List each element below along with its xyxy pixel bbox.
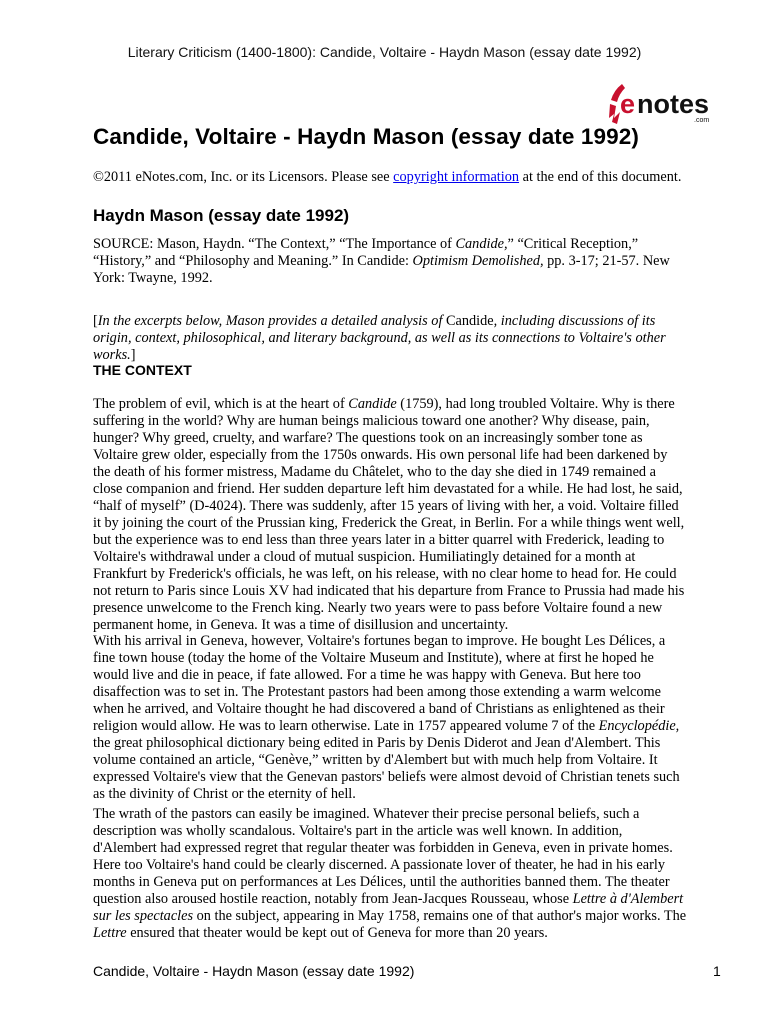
running-header: Literary Criticism (1400-1800): Candide, Voltaire - Haydn Mason (essay date 1992): [127, 44, 642, 60]
logo-e: e: [620, 89, 636, 119]
editor-introduction: [93, 313, 688, 364]
paragraph-text: The problem of evil, which is at the heart of: [93, 396, 349, 412]
paragraph-text: the great philosophical dictionary being edited in Paris by Denis Diderot and Jean d'Alembert. This volume contained an article, “Genève,” written by d'Alembert but with much help from Voltaire. It expressed Voltaire's view that the Genevan pastors' beliefs were almost devoid of Christian tenets such as the divinity of Christ or the eternity of hell.: [93, 735, 680, 802]
running-footer: Candide, Voltaire - Haydn Mason (essay date 1992): [93, 963, 415, 979]
paragraph-italic: Lettre à d'Alembert sur les spectacles: [93, 891, 684, 924]
body-paragraph-2: [93, 633, 688, 803]
copyright-information-link[interactable]: copyright information: [393, 169, 520, 185]
intro-italic: , including discussions of its origin, context, philosophical, and literary background, as well as its connections to Voltaire's other works.: [93, 313, 666, 363]
paragraph-text: on the subject, appearing in May 1758, remains one of that author's major works. The: [193, 908, 687, 924]
section-heading: THE CONTEXT: [93, 362, 192, 378]
copyright-notice: [93, 169, 681, 186]
intro-candide: Candide: [446, 313, 494, 329]
intro-italic: In the excerpts below, Mason provides a detailed analysis of: [97, 313, 446, 329]
paragraph-italic: Candide: [348, 396, 397, 412]
page-number: 1: [713, 963, 721, 979]
source-text: ” “Critical Reception,” “History,” and “Philosophy and Meaning.” In Candide:: [93, 236, 639, 269]
logo-notes: notes: [637, 89, 710, 119]
source-text: SOURCE: Mason, Haydn. “The Context,” “The Importance of: [93, 236, 456, 252]
source-italic-candide: Candide,: [455, 236, 508, 252]
paragraph-text: With his arrival in Geneva, however, Voltaire's fortunes began to improve. He bought Les Délices, a fine town house (today the home of the Voltaire Museum and Institute), where at first he hoped he would live and die in peace, if fate allowed. For a time he was happy with Geneva. But here too disaffection was to set in. The Protestant pastors had been among those extending a warm welcome when he arrived, and Voltaire thought he had discovered a band of Christians as enlightened as their religion would allow. He was to learn otherwise. Late in 1757 appeared volume 7 of the: [93, 633, 666, 734]
copyright-text-after: at the end of this document.: [519, 169, 682, 185]
logo-dotcom: .com: [694, 117, 710, 124]
enotes-logo[interactable]: [608, 82, 724, 128]
body-paragraph-3: [93, 806, 688, 942]
bracket-open: [: [93, 313, 98, 329]
source-text: pp. 3-17; 21-57. New York: Twayne, 1992.: [93, 253, 670, 286]
copyright-text-before: ©2011 eNotes.com, Inc. or its Licensors. Please see: [93, 169, 394, 185]
bracket-close: ]: [130, 347, 136, 363]
page-title: Candide, Voltaire - Haydn Mason (essay date 1992): [93, 124, 639, 149]
paragraph-text: ensured that theater would be kept out of Geneva for more than 20 years.: [126, 925, 548, 941]
paragraph-text: The wrath of the pastors can easily be imagined. Whatever their precise personal beliefs, such a description was wholly scandalous. Voltaire's part in the article was well known. In addition, d'Alembert had expressed regret that regular theater was forbidden in Geneva, even in private homes. Here too Voltaire's hand could be clearly discerned. A passionate lover of theater, he had in his early months in Geneva put on performances at Les Délices, until the authorities banned them. The theater question also aroused hostile reaction, notably from Jean-Jacques Rousseau, whose: [93, 806, 673, 907]
source-citation: [93, 236, 688, 287]
essay-subtitle: Haydn Mason (essay date 1992): [93, 206, 350, 225]
paragraph-italic: Encyclopédie,: [598, 718, 680, 734]
paragraph-text: (1759), had long troubled Voltaire. Why is there suffering in the world? Why are human beings malicious toward one another? Why disease, pain, hunger? Why greed, cruelty, and warfare? The questions took on an increasingly somber tone as Voltaire grew older, especially from the 1750s onwards. His own personal life had been darkened by the death of his former mistress, Madame du Châtelet, who to the day she died in 1749 remained a close companion and friend. Her sudden departure left him devastated for a while. He had lost, he said, “half of myself” (D-4024). There was suddenly, after 15 years of living with her, a void. Voltaire filled it by joining the court of the Prussian king, Frederick the Great, in Berlin. For a while things went well, but the experience was to end less than three years later in a bitter quarrel with Frederick, leading to Voltaire's withdrawal under a cloud of mutual suspicion. Humiliatingly detained for a month at Frankfurt by Frederick's officials, he was left, on his release, with no clear home to head for. He could not return to Paris since Louis XV had indicated that his departure from France to Prussia had made his presence unwelcome to the French king. Nearly two years were to pass before Voltaire found a new permanent home, in Geneva. It was a time of disillusion and uncertainty.: [93, 396, 685, 633]
paragraph-italic: Lettre: [93, 925, 127, 941]
body-paragraph-1: [93, 396, 688, 634]
source-italic-title: Optimism Demolished,: [412, 253, 544, 269]
enotes-logo-graphic: [608, 82, 724, 128]
